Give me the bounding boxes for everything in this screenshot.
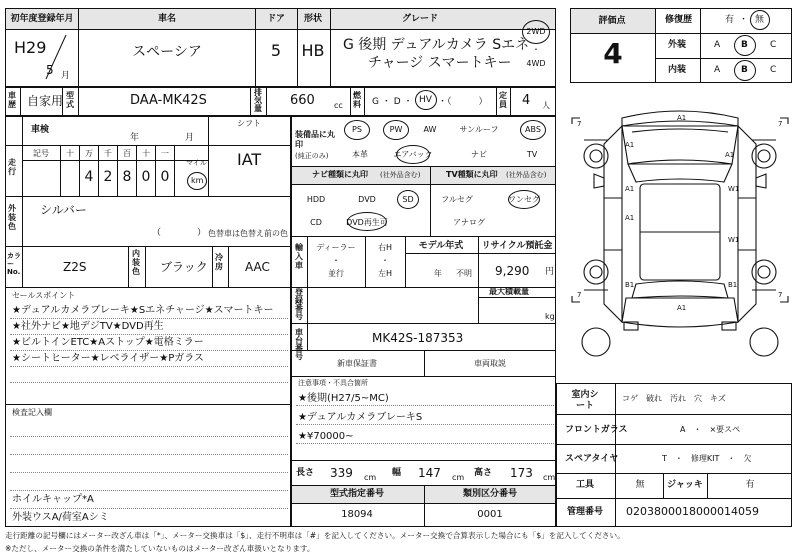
height-value: 173: [510, 466, 533, 480]
inspection-label: 車検: [30, 125, 50, 135]
displacement: 660: [290, 93, 315, 108]
diagram-label-a1-bottom: A1: [677, 304, 687, 312]
score-value: 4: [603, 37, 623, 70]
mgmt-value: 0203800018000014059: [626, 505, 759, 518]
shape: HB: [301, 41, 325, 60]
digit-header-4: 百: [123, 149, 131, 158]
import-parallel: 並行: [328, 269, 344, 278]
width-value: 147: [418, 466, 441, 480]
sales-line-1: ★デュアルカメラブレーキ★Sエネチャージ★スマートキー: [12, 305, 274, 316]
equip-tv: TV: [526, 150, 538, 159]
diagram-label-a1-left: A1: [625, 141, 635, 149]
usage-label: 車歴: [8, 91, 16, 109]
navi-hdd: HDD: [306, 195, 326, 204]
digit-header-3: 千: [104, 149, 112, 158]
diagram-label-b1-left: B1: [625, 281, 635, 289]
color-value: シルバー: [40, 203, 87, 217]
inspection-line-2: 外装ウスA/荷室Aシミ: [12, 512, 109, 523]
color-no: Z2S: [63, 260, 87, 274]
repair-no: 無: [755, 15, 765, 25]
repair-sep: ・: [739, 15, 749, 25]
height-cm: cm: [543, 473, 556, 482]
footer-line-2: ※ただし、メーター交換の条件を満たしていないものはメーター改ざん車扱いとなります。: [5, 544, 315, 553]
usage: 自家用: [27, 94, 64, 108]
doors: 5: [270, 41, 282, 60]
capacity: 4: [522, 93, 531, 108]
handle-left: 左H: [377, 269, 393, 278]
car-diagram: [562, 100, 798, 380]
capacity-unit: 人: [542, 101, 550, 110]
tv-label-paren: (社外品含む): [506, 171, 547, 179]
displacement-label: 排気量: [254, 88, 262, 113]
handle-dot: ・: [381, 256, 389, 265]
aircon-label: 冷房: [215, 253, 223, 271]
equip-label: 装備品に丸印: [295, 130, 335, 149]
width-label: 幅: [392, 468, 402, 478]
tools-value: 無: [635, 480, 645, 490]
digit-header-2: 万: [85, 149, 93, 158]
digit-5: 0: [160, 169, 170, 185]
tools-label: 工具: [575, 480, 595, 490]
jack-value: 有: [745, 480, 755, 490]
recycle-value: 9,290: [495, 264, 530, 278]
exterior-label: 外装: [668, 40, 687, 50]
drive-4wd: 4WD: [526, 59, 546, 68]
digit-header-6: 一: [161, 149, 169, 158]
drive-2wd: 2WD: [526, 27, 546, 36]
chassis-number: MK42S-187353: [372, 331, 464, 345]
recycle-label: リサイクル預託金: [481, 241, 553, 251]
chassis-label: 車台番号: [295, 328, 303, 361]
door-label: ドア: [267, 14, 285, 24]
exterior-c: C: [770, 40, 777, 50]
fuel-paren: ・（ ）: [438, 97, 488, 107]
navi-dvd-play: DVD再生可: [346, 218, 388, 227]
max-load-label: 最大積載量: [489, 287, 529, 296]
fuel-hv: HV: [419, 95, 432, 105]
color-note-paren: （ ）: [152, 228, 207, 238]
inspection-year: 年: [130, 133, 140, 143]
spare-value: T ・ 修理KIT ・ 欠: [662, 454, 752, 463]
first-reg-month: 5: [46, 63, 54, 77]
mgmt-label: 管理番号: [566, 507, 604, 517]
length-cm: cm: [364, 473, 377, 482]
notes-line-1: ★後期(H27/5~MC): [298, 393, 389, 404]
diagram-label-w1-r1: W1: [728, 185, 740, 193]
digit-3: 8: [122, 169, 132, 185]
equip-pw: PW: [389, 125, 403, 134]
equip-sunroof: サンルーフ: [459, 125, 499, 134]
digit-2: 2: [103, 169, 113, 185]
type-no-label: 型式指定番号: [329, 489, 385, 499]
recycle-yen: 円: [545, 267, 555, 277]
fuel-options: G ・ D ・: [372, 97, 413, 107]
navi-dvd: DVD: [358, 195, 376, 204]
fuel-label: 燃料: [353, 91, 361, 109]
interior-c: C: [770, 65, 777, 75]
digit-header-0: 記号: [33, 149, 49, 158]
length-value: 339: [330, 466, 353, 480]
navi-sd: SD: [402, 195, 414, 204]
inspection-line-1: ホイルキャップ*A: [12, 494, 94, 505]
first-reg-label: 初年度登録年月: [10, 14, 74, 24]
height-label: 高さ: [474, 468, 493, 478]
interior-color: ブラック: [160, 260, 208, 274]
tv-fullseg: フルセグ: [441, 195, 473, 204]
equip-leather: 本革: [352, 150, 368, 159]
color-note: 色替車は色替え前の色: [208, 229, 288, 238]
tv-analog: アナログ: [453, 218, 485, 227]
diagram-seven-tl: 7: [577, 120, 582, 128]
capacity-label: 定員: [499, 91, 507, 109]
type-no: 18094: [341, 509, 373, 520]
digit-1: 4: [84, 169, 94, 185]
diagram-label-a1-top: A1: [677, 114, 687, 122]
length-label: 長さ: [296, 468, 315, 478]
windshield-label: フロントガラス: [565, 425, 628, 435]
grade-line1: G 後期 デュアルカメラ Sエネ: [343, 37, 530, 53]
jack-label: ジャッキ: [667, 480, 703, 490]
navi-label: ナビ種類に丸印: [312, 170, 368, 179]
color-no-label: カラーNo.: [7, 252, 21, 276]
warranty: 新車保証書: [337, 359, 377, 368]
notes-line-3: ★¥70000~: [298, 431, 354, 442]
width-cm: cm: [452, 473, 465, 482]
import-label: 輸入車: [295, 243, 303, 270]
class-no: 0001: [477, 509, 503, 520]
diagram-label-a1-right: A1: [725, 151, 735, 159]
repair-yes: 有: [725, 15, 735, 25]
exterior-b: B: [741, 40, 748, 50]
shift-value: IAT: [237, 150, 262, 169]
diagram-seven-br: 7: [778, 291, 783, 299]
drive-sep: ・: [532, 45, 540, 54]
import-dealer: ディーラー: [316, 243, 356, 252]
seat-label: 室内シート: [571, 390, 599, 411]
digit-header-1: 十: [66, 149, 74, 158]
spare-label: スペアタイヤ: [565, 454, 619, 464]
diagram-seven-bl: 7: [577, 291, 582, 299]
model-year-unknown: 不明: [456, 269, 472, 278]
diagram-label-w1-r2: W1: [728, 236, 740, 244]
car-name-label: 車名: [157, 14, 177, 24]
diagram-label-a1-mid: A1: [625, 214, 635, 222]
car-name: スペーシア: [132, 44, 202, 60]
digit-4: 0: [141, 169, 151, 185]
interior-a: A: [714, 65, 721, 75]
model-label: 型式: [66, 91, 74, 109]
color-label: 外装色: [8, 204, 16, 231]
sales-line-2: ★社外ナビ★地デジTV★DVD再生: [12, 321, 164, 332]
tv-label: TV種類に丸印: [446, 170, 498, 179]
sales-line-4: ★シートヒーター★レベライザー★Pガラス: [12, 353, 204, 364]
class-no-label: 類別区分番号: [462, 489, 518, 499]
interior-color-label: 内装色: [132, 249, 140, 276]
mile-label: マイル: [186, 159, 207, 167]
diagram-label-b1-right: B1: [728, 281, 738, 289]
shift-label: シフト: [237, 119, 261, 128]
exterior-a: A: [714, 40, 721, 50]
navi-cd: CD: [310, 218, 322, 227]
model-year-label: モデル年式: [418, 241, 464, 251]
equip-label2: (純正のみ): [295, 152, 329, 160]
digit-header-5: 十: [142, 149, 150, 158]
notes-label: 注意事項・不具合箇所: [298, 379, 368, 387]
grade-label: グレード: [401, 14, 439, 24]
shape-label: 形状: [303, 14, 323, 24]
sales-line-3: ★ビルトインETC★Aストップ★電格ミラー: [12, 337, 204, 348]
score-label: 評価点: [598, 16, 626, 26]
diagram-label-a1-left2: A1: [625, 185, 635, 193]
repair-label: 修復歴: [665, 15, 693, 25]
max-load-kg: kg: [545, 312, 555, 321]
interior-b: B: [741, 65, 748, 75]
mileage-label: 走行: [8, 158, 16, 176]
aircon: AAC: [245, 260, 270, 274]
diagram-seven-tr: 7: [778, 120, 783, 128]
sales-label: セールスポイント: [12, 291, 76, 300]
inspection-month: 月: [185, 133, 195, 143]
equip-navi: ナビ: [471, 150, 487, 159]
seat-items: コゲ 破れ 汚れ 穴 キズ: [622, 394, 726, 403]
month-unit: 月: [61, 71, 71, 81]
handle-right: 右H: [377, 243, 393, 252]
equip-abs: ABS: [525, 125, 541, 134]
model-year-unit: 年: [434, 269, 442, 278]
km-unit: km: [191, 176, 204, 185]
tv-oneseg: ワンセグ: [508, 195, 540, 204]
interior-label: 内装: [668, 65, 687, 75]
equip-aw: AW: [423, 125, 437, 134]
windshield-value: A ・ ×要スペ: [680, 425, 741, 434]
model: DAA-MK42S: [130, 93, 207, 108]
equip-airbag: エアバック: [393, 150, 433, 159]
grade-line2: チャージ スマートキー: [368, 55, 512, 71]
cc-unit: cc: [334, 101, 343, 110]
equip-ps: PS: [352, 125, 362, 134]
first-reg-year: H29: [14, 38, 47, 57]
notes-line-2: ★デュアルカメラブレーキS: [298, 412, 423, 423]
footer-line-1: 走行距離の記号欄にはメーター改ざん車は「*」、メーター交換車は「$」、走行不明車は「#」を記入してください。メーター交換で合算表示した場合にも「$」を記入してください。: [5, 531, 625, 540]
reg-label: 登録番号: [295, 288, 303, 321]
navi-label-paren: (社外品含む): [380, 171, 421, 179]
import-dot: ・: [332, 256, 340, 265]
manual: 車両取説: [474, 359, 506, 368]
inspection-notes-label: 検査記入欄: [12, 408, 52, 417]
